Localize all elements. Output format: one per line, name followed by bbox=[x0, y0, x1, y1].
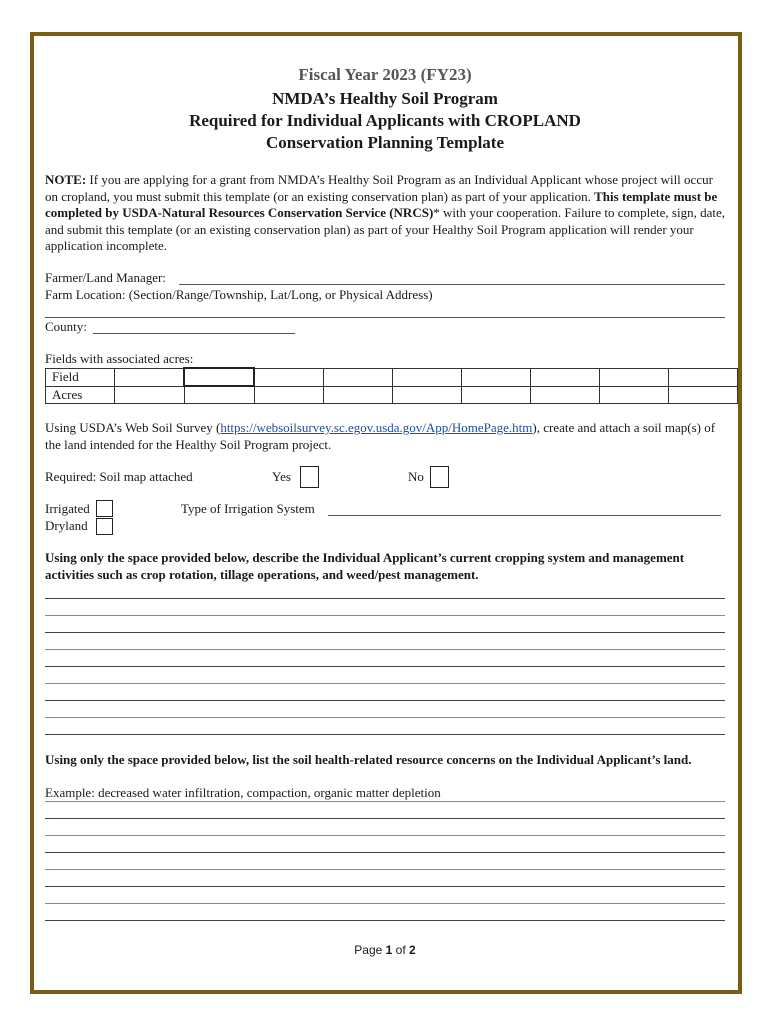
answer-line[interactable] bbox=[45, 835, 725, 836]
field-cell[interactable] bbox=[462, 368, 531, 386]
page-number: 1 bbox=[385, 943, 393, 957]
irrigation-type-label: Type of Irrigation System bbox=[181, 501, 315, 516]
farmer-label: Farmer/Land Manager: bbox=[45, 270, 166, 285]
acres-cell[interactable] bbox=[115, 386, 185, 404]
answer-line[interactable] bbox=[45, 700, 725, 701]
soil-survey-paragraph bbox=[45, 420, 725, 453]
note-bold-text: This template must be completed by USDA-Natural Resources Conservation Service (NRCS) bbox=[45, 188, 718, 220]
soil-text-2: ), create and attach a soil map(s) of the land intended for the Healthy Soil Program project. bbox=[45, 420, 716, 452]
note-text-2: * with your cooperation. Failure to complete, sign, date, and submit this template (or an existing conservation plan) as part of your Healthy Soil Program application will render your application incomplete. bbox=[45, 205, 725, 253]
note-label: NOTE: bbox=[45, 172, 87, 187]
irrigated-checkbox[interactable] bbox=[96, 500, 113, 517]
farm-location-label: Farm Location: (Section/Range/Township, Lat/Long, or Physical Address) bbox=[45, 287, 433, 302]
answer-line[interactable] bbox=[45, 717, 725, 718]
soil-map-label: Required: Soil map attached bbox=[45, 469, 193, 484]
field-cell[interactable] bbox=[669, 368, 738, 386]
resource-concerns-question: Using only the space provided below, list the soil health-related resource concerns on the Individual Applicant’s land. bbox=[45, 752, 692, 767]
acres-cell[interactable] bbox=[531, 386, 600, 404]
fiscal-year-heading: Fiscal Year 2023 (FY23) bbox=[298, 65, 472, 84]
note-paragraph bbox=[45, 172, 725, 255]
farm-location-input-line[interactable] bbox=[45, 317, 725, 318]
answer-line[interactable] bbox=[45, 801, 725, 802]
page-footer bbox=[0, 943, 770, 957]
answer-line[interactable] bbox=[45, 598, 725, 599]
answer-line[interactable] bbox=[45, 920, 725, 921]
dryland-label: Dryland bbox=[45, 518, 88, 533]
answer-line[interactable] bbox=[45, 632, 725, 633]
field-cell[interactable] bbox=[184, 368, 254, 386]
acres-cell[interactable] bbox=[254, 386, 324, 404]
field-cell[interactable] bbox=[393, 368, 462, 386]
field-cell[interactable] bbox=[600, 368, 669, 386]
answer-line[interactable] bbox=[45, 886, 725, 887]
answer-line[interactable] bbox=[45, 818, 725, 819]
answer-line[interactable] bbox=[45, 615, 725, 616]
example-text: Example: decreased water infiltration, compaction, organic matter depletion bbox=[45, 785, 441, 800]
note-text-1: If you are applying for a grant from NMDA’s Healthy Soil Program as an Individual Applicant whose project will occur on cropland, you must submit this template (or an existing conservation plan) as part of your application. bbox=[45, 172, 713, 204]
yes-label: Yes bbox=[272, 469, 291, 484]
answer-line[interactable] bbox=[45, 649, 725, 650]
dryland-checkbox[interactable] bbox=[96, 518, 113, 535]
applicant-heading: Required for Individual Applicants with CROPLAND bbox=[189, 111, 581, 130]
acres-cell[interactable] bbox=[324, 386, 393, 404]
program-heading: NMDA’s Healthy Soil Program bbox=[272, 89, 498, 108]
farmer-input-line[interactable] bbox=[179, 284, 725, 285]
page-word: Page bbox=[354, 943, 383, 957]
county-label: County: bbox=[45, 319, 87, 334]
acres-cell[interactable] bbox=[184, 386, 254, 404]
table-row-field bbox=[46, 368, 738, 386]
acres-cell[interactable] bbox=[393, 386, 462, 404]
no-label: No bbox=[408, 469, 424, 484]
fields-acres-table bbox=[45, 367, 738, 404]
irrigated-label: Irrigated bbox=[45, 501, 90, 516]
no-checkbox[interactable] bbox=[430, 466, 449, 488]
acres-cell[interactable] bbox=[600, 386, 669, 404]
answer-line[interactable] bbox=[45, 852, 725, 853]
acres-cell[interactable] bbox=[462, 386, 531, 404]
answer-line[interactable] bbox=[45, 903, 725, 904]
fields-label: Fields with associated acres: bbox=[45, 351, 194, 366]
template-heading: Conservation Planning Template bbox=[265, 133, 505, 152]
field-cell[interactable] bbox=[254, 368, 324, 386]
field-cell[interactable] bbox=[531, 368, 600, 386]
acres-row-label: Acres bbox=[46, 386, 115, 404]
soil-text-1: Using USDA’s Web Soil Survey ( bbox=[45, 420, 221, 435]
irrigation-type-input-line[interactable] bbox=[328, 515, 721, 516]
cropping-system-question: Using only the space provided below, describe the Individual Applicant’s current cropping system and management activities such as crop rotation, tillage operations, and weed/pest management. bbox=[45, 550, 685, 582]
field-row-label: Field bbox=[46, 368, 115, 386]
field-cell[interactable] bbox=[324, 368, 393, 386]
web-soil-survey-link[interactable]: https://websoilsurvey.sc.egov.usda.gov/App/HomePage.htm bbox=[220, 420, 533, 435]
answer-line[interactable] bbox=[45, 869, 725, 870]
field-cell[interactable] bbox=[115, 368, 185, 386]
page-total: 2 bbox=[409, 943, 416, 957]
acres-cell[interactable] bbox=[669, 386, 738, 404]
county-input-line[interactable] bbox=[93, 333, 295, 334]
table-row-acres bbox=[46, 386, 738, 404]
of-word: of bbox=[395, 943, 406, 957]
answer-line[interactable] bbox=[45, 666, 725, 667]
answer-line[interactable] bbox=[45, 683, 725, 684]
yes-checkbox[interactable] bbox=[300, 466, 319, 488]
answer-line[interactable] bbox=[45, 734, 725, 735]
